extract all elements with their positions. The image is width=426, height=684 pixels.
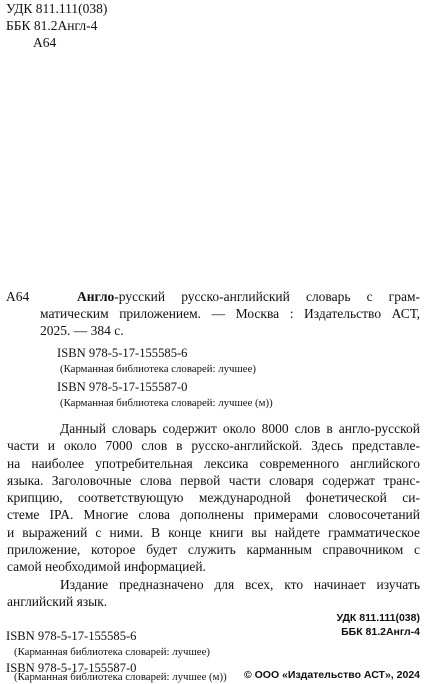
- annotation-line: части и около 7000 слов в русско-английской. Здесь представле-: [7, 438, 420, 454]
- entry-title: Англо: [77, 289, 115, 304]
- series-bottom-1: (Карманная библиотека словарей: лучшее): [14, 646, 210, 658]
- copyright-notice: © ООО «Издательство АСТ», 2024: [243, 669, 420, 681]
- entry-line-3: 2025. — 384 с.: [40, 323, 124, 339]
- annotation-line: приложение, которое будет служить карманным справочником с: [7, 542, 420, 558]
- isbn-bottom-1: ISBN 978-5-17-155585-6: [6, 629, 137, 643]
- annotation-line: языка. Заголовочные слова первой части словаря содержат транс-: [7, 472, 420, 488]
- annotation-paragraph-2: [7, 576, 420, 611]
- annotation-paragraph-1: [7, 420, 420, 576]
- isbn-top-2: ISBN 978-5-17-155587-0: [57, 380, 188, 394]
- annotation-line: стеме IPA. Многие слова дополнены примерами словосочетаний: [7, 507, 420, 523]
- annotation-line: крипцию, соответствующую международной фонетической си-: [7, 490, 420, 506]
- annotation-line: английский язык.: [7, 594, 108, 610]
- isbn-top-1: ISBN 978-5-17-155585-6: [57, 346, 188, 360]
- isbn-bottom-2: ISBN 978-5-17-155587-0: [6, 661, 137, 675]
- annotation-line: и выражений с ними. В конце книги вы найдете грамматическое: [7, 524, 420, 540]
- author-mark: А64: [33, 35, 57, 50]
- udk-code-right: УДК 811.111(038): [336, 612, 420, 624]
- annotation-line: на наиболее употребительная лексика современного английского: [7, 455, 420, 471]
- udk-code: УДК 811.111(038): [6, 1, 108, 16]
- bbk-code-right: ББК 81.2Англ-4: [341, 626, 420, 638]
- entry-line-1: -русский русско-английский словарь с грам-: [114, 289, 420, 304]
- bibliographic-entry: [77, 288, 420, 305]
- annotation-line: самой необходимой информацией.: [7, 559, 206, 575]
- annotation-line: Издание предназначено для всех, кто начинает изучать: [60, 577, 420, 592]
- series-bottom-2: (Карманная библиотека словарей: лучшее (м)): [14, 671, 227, 683]
- bibliographic-entry-cont: [40, 305, 420, 340]
- series-top-1: (Карманная библиотека словарей: лучшее): [60, 363, 256, 375]
- entry-line-2: матическим приложением. — Москва : Издательство АСТ,: [40, 306, 420, 321]
- bbk-code: ББК 81.2Англ-4: [6, 18, 98, 33]
- annotation-line: Данный словарь содержит около 8000 слов в англо-русской: [60, 421, 420, 436]
- series-top-2: (Карманная библиотека словарей: лучшее (м)): [60, 397, 273, 409]
- entry-mark: А64: [6, 289, 30, 304]
